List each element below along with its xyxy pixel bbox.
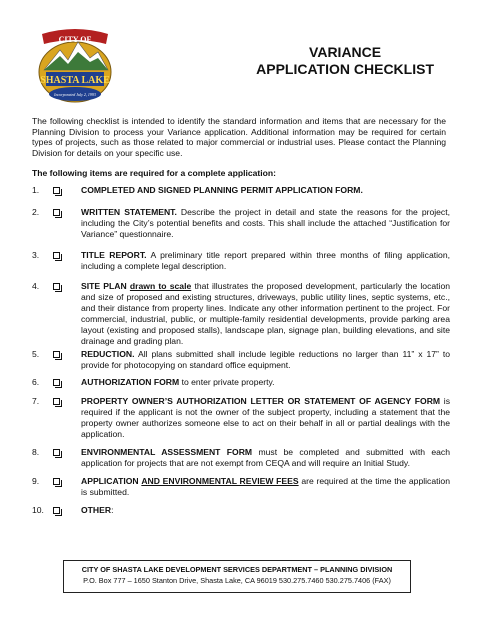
item-text: Describe the project in detail and state the reasons for the project, including the City’s potential benefits and costs. This shall include the attached “Justification for Variance” questionnaire. xyxy=(81,207,451,239)
item-title: REDUCTION. xyxy=(81,349,135,359)
logo-incorporated: Incorporated July 2, 1993 xyxy=(54,92,96,97)
checklist-item xyxy=(32,447,450,469)
checkbox-icon[interactable] xyxy=(53,398,60,405)
checkbox-icon[interactable] xyxy=(53,351,60,358)
checklist-item xyxy=(32,207,450,240)
item-number: 6. xyxy=(32,377,40,387)
city-logo xyxy=(34,28,116,108)
item-underlined: AND ENVIRONMENTAL REVIEW FEES xyxy=(141,476,299,486)
checkbox-icon[interactable] xyxy=(53,283,60,290)
checkbox-icon[interactable] xyxy=(53,449,60,456)
item-title: AUTHORIZATION FORM xyxy=(81,377,180,387)
item-number: 8. xyxy=(32,447,40,457)
item-number: 3. xyxy=(32,250,40,260)
footer-address: P.O. Box 777 – 1650 Stanton Drive, Shasta Lake, CA 96019 530.275.7460 530.275.7406 (FAX) xyxy=(83,576,391,585)
item-text: must be completed and submitted with each application for projects that are not exempt from CEQA and will require an Initial Study. xyxy=(81,447,450,468)
item-text: to enter private property. xyxy=(179,377,275,387)
item-number: 4. xyxy=(32,281,40,291)
intro-paragraph: The following checklist is intended to identify the standard information and items that are necessary for the Planning Division to process your Variance application. Additional information may be required for certain types of projects, such as those related to major commercial or industrial uses. Please contact the Planning Division for details on your specific use. xyxy=(32,116,446,158)
checklist-item xyxy=(32,349,450,371)
checkbox-icon[interactable] xyxy=(53,187,60,194)
logo-name: SHASTA LAKE xyxy=(40,75,110,86)
item-text: is required if the applicant is not the owner of the subject property, including a statement that the property owner authorizes someone else to act on their behalf in all or partial dealings with the application. xyxy=(81,396,451,439)
checklist-item xyxy=(32,505,450,516)
item-title: TITLE REPORT. xyxy=(81,250,147,260)
title-line-2: APPLICATION CHECKLIST xyxy=(256,61,434,77)
checkbox-icon[interactable] xyxy=(53,478,60,485)
footer-box xyxy=(63,560,411,593)
item-number: 7. xyxy=(32,396,40,406)
checkbox-icon[interactable] xyxy=(53,252,60,259)
item-title: APPLICATION xyxy=(81,476,139,486)
item-number: 5. xyxy=(32,349,40,359)
item-number: 2. xyxy=(32,207,40,217)
item-title: COMPLETED AND SIGNED PLANNING PERMIT APPLICATION FORM. xyxy=(81,185,363,195)
item-number: 1. xyxy=(32,185,40,195)
item-underlined: drawn to scale xyxy=(129,281,192,291)
item-text: A preliminary title report prepared within three months of filing application, including a complete legal description. xyxy=(81,250,450,271)
item-number: 10. xyxy=(32,505,44,515)
item-text: : xyxy=(111,505,114,515)
checkbox-icon[interactable] xyxy=(53,507,60,514)
logo-city-of: CITY OF xyxy=(58,35,92,44)
checklist-item xyxy=(32,250,450,272)
item-text: All plans submitted shall include legible reductions no larger than 11” x 17” to provide for photocopying on standard office equipment. xyxy=(81,349,450,370)
item-number: 9. xyxy=(32,476,40,486)
required-heading: The following items are required for a complete application: xyxy=(32,168,277,178)
item-title: OTHER xyxy=(81,505,112,515)
page-title xyxy=(256,44,434,78)
checklist-item xyxy=(32,476,450,498)
checklist-item xyxy=(32,377,450,388)
checkbox-icon[interactable] xyxy=(53,209,60,216)
item-title: SITE PLAN xyxy=(81,281,127,291)
item-title: PROPERTY OWNER’S AUTHORIZATION LETTER OR STATEMENT OF AGENCY FORM xyxy=(81,396,441,406)
checkbox-icon[interactable] xyxy=(53,379,60,386)
item-title: ENVIRONMENTAL ASSESSMENT FORM xyxy=(81,447,253,457)
checklist-item xyxy=(32,396,450,440)
title-line-1: VARIANCE xyxy=(309,44,382,60)
footer-department: CITY OF SHASTA LAKE DEVELOPMENT SERVICES DEPARTMENT – PLANNING DIVISION xyxy=(81,565,393,574)
checklist-item xyxy=(32,185,450,196)
item-title: WRITTEN STATEMENT. xyxy=(81,207,177,217)
checklist-item xyxy=(32,281,450,347)
item-text: that illustrates the proposed development, particularly the location and size of proposed and existing structures, driveways, public utility lines, septic systems, etc., and their distance from property lines. Indicate any other information pertinent to the project. For commercial, industrial, public, or multiple-family residential developments, provide parking area layout (existing and proposed stalls), landscape plan, signage plan, building elevations, and site drainage and grading plan. xyxy=(81,281,450,346)
item-text: are required at the time the application is submitted. xyxy=(81,476,450,497)
